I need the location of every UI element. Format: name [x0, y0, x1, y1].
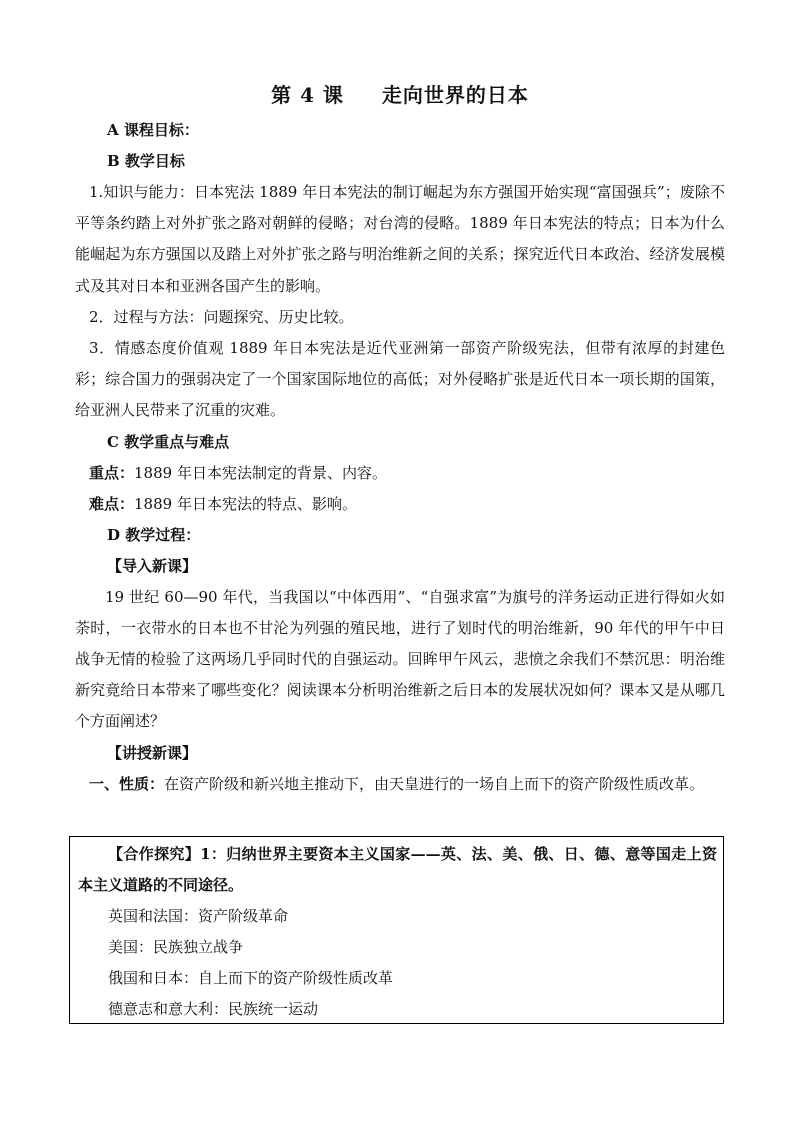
goal-knowledge: 1.知识与能力：日本宪法 1889 年日本宪法的制订崛起为东方强国开始实现“富国强兵”；废除不平等条约踏上对外扩张之路对朝鲜的侵略；对台湾的侵略。1889 年日本宪法的特点；日本为什么能崛起为东方强国以及踏上对外扩张之路与明治维新之间的关系；探究近代日本政治、经济发展模式及其对日本和亚洲各国产生的影响。: [75, 183, 725, 295]
lesson-name: 走向世界的日本: [381, 83, 529, 107]
focus-text: 1889 年日本宪法制定的背景、内容。: [134, 463, 387, 482]
difficulty-label: 难点：: [89, 494, 135, 513]
list-item: 俄国和日本：自上而下的资产阶级性质改革: [108, 969, 394, 987]
difficulty-text: 1889 年日本宪法的特点、影响。: [134, 494, 357, 513]
focus-point: [75, 458, 725, 489]
inquiry-question: 【合作探究】1：归纳世界主要资本主义国家——英、法、美、俄、日、德、意等国走上资本主义道路的不同途径。: [78, 845, 717, 894]
difficulty-point: [75, 489, 725, 520]
nature-text: 在资产阶级和新兴地主推动下，由天皇进行的一场自上而下的资产阶级性质改革。: [164, 774, 705, 793]
intro-heading: 【导入新课】: [107, 556, 198, 575]
page-title: [75, 80, 725, 110]
lecture-heading: 【讲授新课】: [107, 743, 198, 762]
list-item: 英国和法国：资产阶级革命: [108, 907, 289, 925]
nature-label: 一、性质：: [89, 774, 165, 793]
focus-label: 重点：: [89, 463, 135, 482]
section-a-heading: A 课程目标：: [107, 121, 199, 139]
cooperative-inquiry-box: [69, 836, 724, 1024]
section-c-heading: C 教学重点与难点: [107, 432, 230, 451]
nature-paragraph: [75, 769, 725, 800]
section-d-heading: D 教学过程：: [107, 525, 201, 544]
list-item: 德意志和意大利：民族统一运动: [108, 1000, 319, 1018]
goal-process: 2．过程与方法：问题探究、历史比较。: [89, 307, 354, 326]
intro-paragraph: 19 世纪 60—90 年代，当我国以“中体西用”、“自强求富”为旗号的洋务运动正进行得如火如荼时，一衣带水的日本也不甘沦为列强的殖民地，进行了划时代的明治维新，90 年代的甲午中日战争无情的检验了这两场几乎同时代的自强运动。回眸甲午风云，悲愤之余我们不禁沉思：明治维新究竟给日本带来了哪些变化？阅读课本分析明治维新之后日本的发展状况如何？课本又是从哪几个方面阐述？: [75, 587, 725, 731]
list-item: 美国：民族独立战争: [108, 938, 244, 956]
goal-values: 3．情感态度价值观 1889 年日本宪法是近代亚洲第一部资产阶级宪法，但带有浓厚的封建色彩；综合国力的强弱决定了一个国家国际地位的高低；对外侵略扩张是近代日本一项长期的国策，给亚洲人民带来了沉重的灾难。: [75, 339, 725, 420]
section-b-heading: B 教学目标: [107, 152, 185, 170]
lesson-number: 第 4 课: [271, 83, 344, 107]
document-body: [75, 80, 725, 800]
